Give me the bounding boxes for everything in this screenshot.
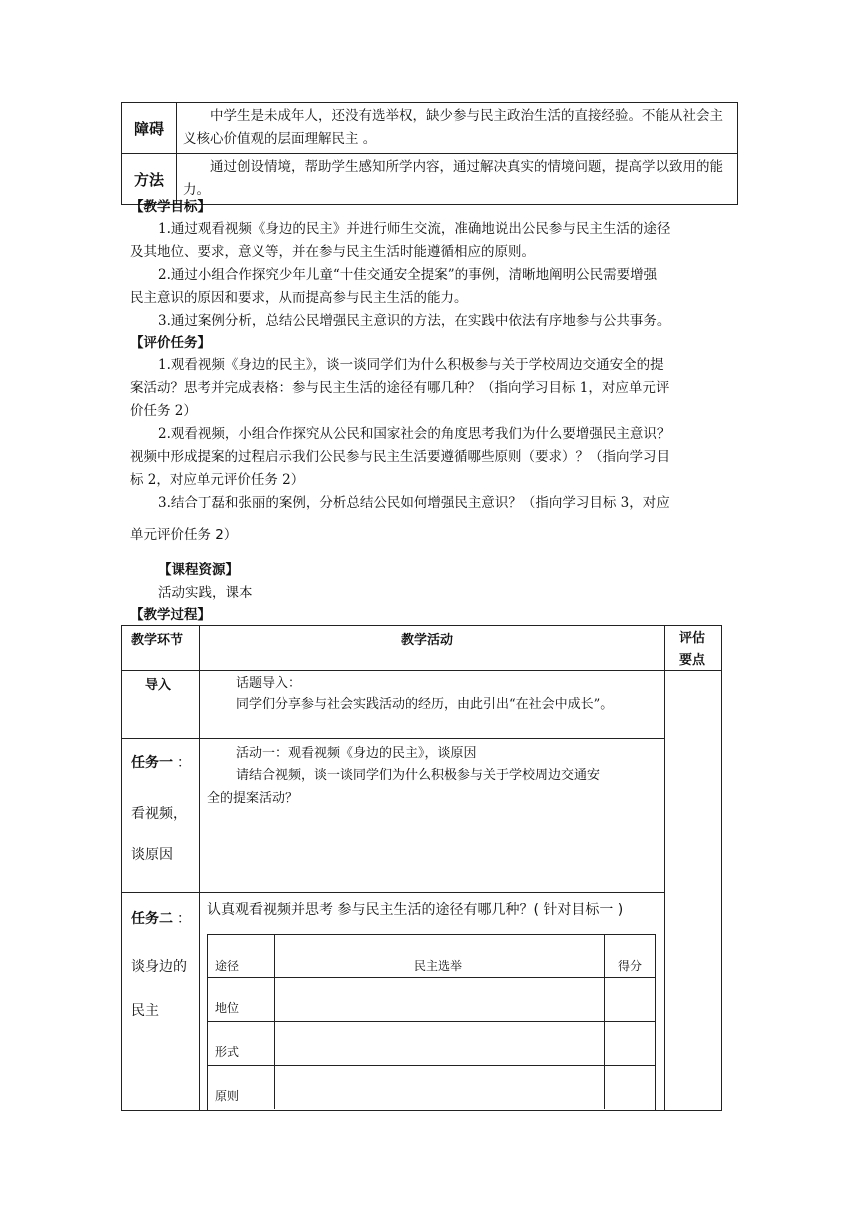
task1-line: 活动一：观看视频《身边的民主》，谈原因 bbox=[236, 746, 477, 761]
eval-line: 标 2，对应单元评价任务 2） bbox=[130, 472, 305, 488]
top-table bbox=[121, 102, 738, 205]
stage-intro: 导入 bbox=[145, 678, 172, 693]
goal-line: 1.通过观看视频《身边的民主》并进行师生交流，准确地说出公民参与民主生活的途径 bbox=[158, 221, 671, 237]
col-header-eval-b: 要点 bbox=[679, 653, 706, 668]
stage-task2-sub: 民主 bbox=[131, 1003, 159, 1019]
table-row bbox=[122, 154, 738, 205]
row-text: 中学生是未成年人，还没有选举权，缺少参与民主政治生活的直接经验。不能从社会主义核心价值观的层面理解民主 。 bbox=[177, 103, 738, 154]
eval-tail-b: 任务 2） bbox=[184, 527, 238, 543]
divider bbox=[121, 670, 721, 671]
row-label: 障碍 bbox=[122, 103, 177, 154]
divider bbox=[121, 738, 665, 739]
goal-line: 及其地位、要求，意义等，并在参与民主生活时能遵循相应的原则。 bbox=[130, 244, 535, 260]
task1-line: 请结合视频，谈一谈同学们为什么积极参与关于学校周边交通安 bbox=[236, 768, 601, 783]
resources-heading: 【课程资源】 bbox=[158, 562, 239, 578]
divider bbox=[199, 625, 200, 1110]
eval-heading: 【评价任务】 bbox=[130, 335, 211, 351]
row-label: 方法 bbox=[122, 154, 177, 205]
stage-task2: 任务二 ： bbox=[131, 911, 191, 927]
intro-line: 同学们分享参与社会实践活动的经历，由此引出“在社会中成长”。 bbox=[236, 697, 614, 712]
goal-line: 3.通过案例分析，总结公民增强民主意识的方法，在实践中依法有序地参与公共事务。 bbox=[158, 313, 671, 329]
divider bbox=[207, 1065, 655, 1066]
divider bbox=[207, 1021, 655, 1022]
eval-line: 案活动？思考并完成表格：参与民主生活的途径有哪几种？（指向学习目标 1，对应单元评 bbox=[130, 380, 670, 396]
stage-task2-sub: 谈身边的 bbox=[131, 959, 187, 975]
process-heading: 【教学过程】 bbox=[130, 607, 211, 623]
eval-line: 2.观看视频，小组合作探究从公民和国家社会的角度思考我们为什么要增强民主意识？ bbox=[158, 426, 671, 442]
task2-prompt: 认真观看视频并思考 参与民主生活的途径有哪几种？( 针对目标一 ) bbox=[207, 902, 624, 918]
goals-heading: 【教学目标】 bbox=[130, 199, 211, 215]
col-header-activity: 教学活动 bbox=[401, 633, 454, 648]
goal-line: 2.通过小组合作探究少年儿童“十佳交通安全提案”的事例，清晰地阐明公民需要增强 bbox=[158, 267, 658, 283]
inner-header: 民主选举 bbox=[414, 959, 463, 973]
inner-header: 途径 bbox=[215, 959, 240, 973]
intro-line: 话题导入： bbox=[236, 676, 302, 691]
task1-line: 全的提案活动？ bbox=[207, 791, 299, 806]
inner-row-label: 地位 bbox=[215, 1001, 240, 1015]
eval-tail-a: 单元评价 bbox=[130, 527, 184, 543]
stage-task1: 任务一 ： bbox=[131, 755, 191, 771]
inner-header: 得分 bbox=[618, 959, 643, 973]
divider bbox=[207, 977, 655, 978]
divider bbox=[664, 625, 665, 1110]
stage-task1-sub: 看视频， bbox=[131, 806, 187, 822]
eval-line: 3.结合丁磊和张丽的案例，分析总结公民如何增强民主意识？（指向学习目标 3，对应 bbox=[158, 495, 670, 511]
eval-line: 1.观看视频《身边的民主》，谈一谈同学们为什么积极参与关于学校周边交通安全的提 bbox=[158, 357, 664, 373]
eval-line-tail bbox=[130, 524, 237, 546]
eval-line: 视频中形成提案的过程启示我们公民参与民主生活要遵循哪些原则（要求）？（指向学习目 bbox=[130, 449, 670, 465]
goal-line: 民主意识的原因和要求，从而提高参与民主生活的能力。 bbox=[130, 290, 468, 306]
col-header-eval-a: 评估 bbox=[679, 631, 706, 646]
row-text: 通过创设情境，帮助学生感知所学内容，通过解决真实的情境问题，提高学以致用的能力。 bbox=[177, 154, 738, 205]
eval-line: 价任务 2） bbox=[130, 403, 197, 419]
divider bbox=[121, 892, 665, 893]
col-header-stage: 教学环节 bbox=[131, 633, 184, 648]
stage-task1-sub: 谈原因 bbox=[131, 847, 173, 863]
inner-row-label: 原则 bbox=[215, 1089, 240, 1103]
resources-text: 活动实践，课本 bbox=[158, 585, 253, 601]
inner-row-label: 形式 bbox=[215, 1045, 240, 1059]
table-row bbox=[122, 103, 738, 154]
